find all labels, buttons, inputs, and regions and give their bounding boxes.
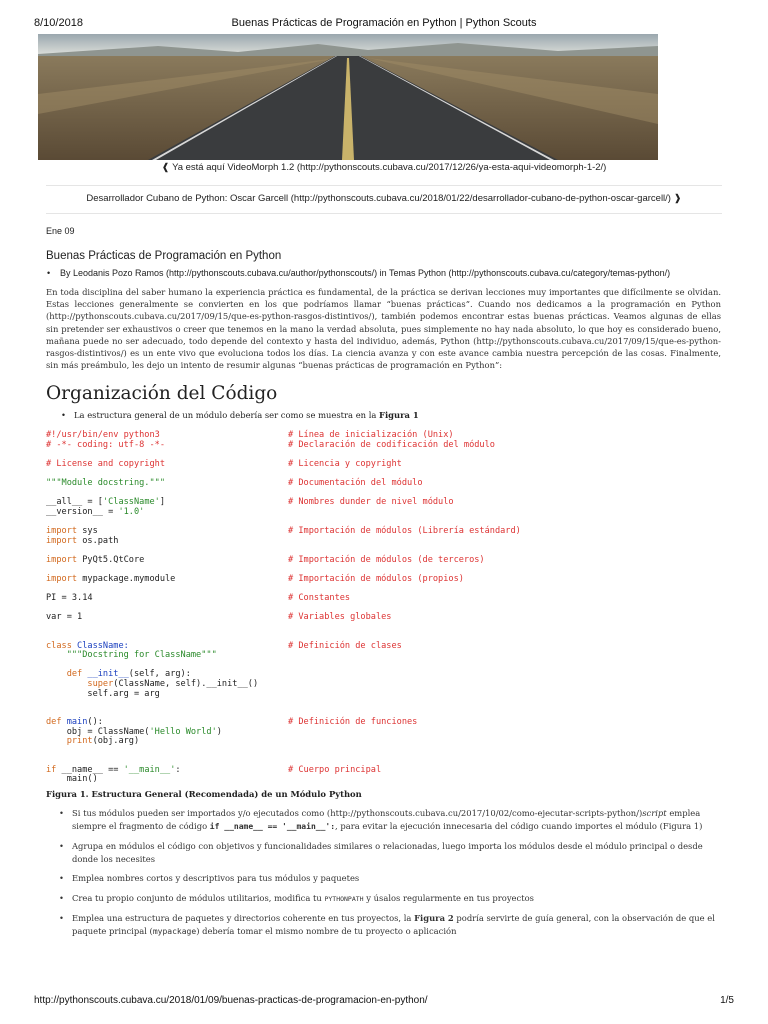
code-comment: # Nombres dunder de nivel módulo <box>288 497 454 507</box>
page-url: http://pythonscouts.cubava.cu/2018/01/09/buenas-practicas-de-programacion-en-python/ <box>34 995 428 1006</box>
code-line: """Docstring for ClassName""" <box>46 650 217 660</box>
code-line: PI = 3.14 <box>46 593 93 603</box>
code-comment: # Línea de inicialización (Unix) <box>288 430 454 440</box>
list-item: • Crea tu propio conjunto de módulos utilitarios, modifica tu PYTHONPATH y úsalos regularmente en tus proyectos <box>72 892 722 906</box>
post-date: Ene 09 <box>46 226 75 236</box>
divider <box>46 213 722 214</box>
code-line: def __init__(self, arg): <box>46 669 191 679</box>
code-comment: # Documentación del módulo <box>288 478 423 488</box>
code-line: import mypackage.mymodule <box>46 574 176 584</box>
list-item: • La estructura general de un módulo debería ser como se muestra en la Figura 1 <box>74 410 419 420</box>
code-line: var = 1 <box>46 612 83 622</box>
post-byline[interactable]: • By Leodanis Pozo Ramos (http://pythonscouts.cubava.cu/author/pythonscouts/) in Temas Python (http://pythonscouts.cubava.cu/category/temas-python/) <box>60 268 670 278</box>
code-comment: # Definición de clases <box>288 641 402 651</box>
code-comment: # Importación de módulos (de terceros) <box>288 555 485 565</box>
code-line: """Module docstring.""" <box>46 478 165 488</box>
list-item: • Agrupa en módulos el código con objetivos y funcionalidades similares o relacionadas, luego importa los módulos desde el módulo principal o desde donde los necesites <box>72 840 722 865</box>
arrow-right-circle-icon: ❱ <box>673 193 682 204</box>
code-line: class ClassName: <box>46 641 129 651</box>
code-comment: # Cuerpo principal <box>288 765 382 775</box>
code-comment: # Definición de funciones <box>288 717 418 727</box>
code-line: main() <box>46 774 98 784</box>
code-line: import sys <box>46 526 98 536</box>
print-date: 8/10/2018 <box>34 17 83 29</box>
bullet-list <box>74 410 419 420</box>
code-line: import PyQt5.QtCore <box>46 555 145 565</box>
hero-image-road <box>38 34 658 160</box>
code-line: super(ClassName, self).__init__() <box>46 679 259 689</box>
list-item: • Emplea nombres cortos y descriptivos para tus módulos y paquetes <box>72 872 722 885</box>
bullet-list <box>72 807 722 945</box>
page-number: 1/5 <box>720 995 734 1006</box>
code-line: __all__ = ['ClassName'] <box>46 497 166 507</box>
arrow-left-circle-icon: ❰ <box>161 162 170 173</box>
code-line: #!/usr/bin/env python3 <box>46 430 160 440</box>
code-comment: # Declaración de codificación del módulo <box>288 440 495 450</box>
print-title: Buenas Prácticas de Programación en Python | Python Scouts <box>231 17 537 29</box>
code-comment: # Constantes <box>288 593 351 603</box>
section-heading: Organización del Código <box>46 383 278 404</box>
divider <box>46 185 722 186</box>
list-item: • Si tus módulos pueden ser importados y/o ejecutados como (http://pythonscouts.cubava.cu/2017/10/02/como-ejecutar-scripts-python/)script emplea siempre el fragmento de código if __name__ == '__main__':, para evitar la ejecución innecesaria del código cuando importes el módulo (Figura 1) <box>72 807 722 833</box>
code-line: import os.path <box>46 536 119 546</box>
code-line: obj = ClassName('Hello World') <box>46 727 222 737</box>
code-comment: # Importación de módulos (propios) <box>288 574 464 584</box>
code-comment: # Importación de módulos (Librería estándard) <box>288 526 521 536</box>
code-comment: # Variables globales <box>288 612 392 622</box>
code-line: # -*- coding: utf-8 -*- <box>46 440 165 450</box>
code-line: __version__ = '1.0' <box>46 507 145 517</box>
code-line: if __name__ == '__main__': <box>46 765 181 775</box>
code-comment: # Licencia y copyright <box>288 459 402 469</box>
intro-paragraph: En toda disciplina del saber humano la experiencia práctica es fundamental, de la práctica se derivan lecciones muy importantes que difícilmente se olvidan. Estas lecciones generalmente se convierten en los que podríamos llamar “buenas prácticas”. Cuando nos dedicamos a la programación en Python (http://pythonscouts.cubava.cu/2017/09/15/que-es-python-rasgos-distintivos/), también podemos encontrar estas buenas prácticas. Veamos algunas de ellas sin pretender ser exhaustivos o creer que tenemos en la mano la verdad absoluta, pues simplemente no hay nada absoluto, lo que hoy es considerado bueno, mañana puede no ser adecuado, todo depende del contexto y hasta del individuo, además, Python (http://pythonscouts.cubava.cu/2017/09/15/que-es-python-rasgos-distintivos/) es un ente vivo que evoluciona todos los días. La ciencia avanza y con este avance cambia nuestra percepción de las cosas. Finalmente, sin más preámbulo, les dejo un intento de resumir algunas “buenas prácticas de programación en Python”: <box>46 287 721 371</box>
list-item: • Emplea una estructura de paquetes y directorios coherente en tus proyectos, la Figura 2 podría servirte de guía general, con la observación de que el paquete principal (mypackage) debería tomar el mismo nombre de tu proyecto o aplicación <box>72 912 722 938</box>
post-title: Buenas Prácticas de Programación en Python <box>46 250 282 262</box>
code-line: def main(): <box>46 717 103 727</box>
code-line: # License and copyright <box>46 459 165 469</box>
figure-caption: Figura 1. Estructura General (Recomendada) de un Módulo Python <box>46 789 362 799</box>
next-post-link[interactable]: Desarrollador Cubano de Python: Oscar Garcell (http://pythonscouts.cubava.cu/2018/01/22/desarrollador-cubano-de-python-oscar-garcell/) ❱ <box>86 193 682 204</box>
code-line: print(obj.arg) <box>46 736 140 746</box>
code-line: self.arg = arg <box>46 689 160 699</box>
prev-post-link[interactable]: ❰ Ya está aquí VideoMorph 1.2 (http://pythonscouts.cubava.cu/2017/12/26/ya-esta-aqui-videomorph-1-2/) <box>161 162 607 173</box>
